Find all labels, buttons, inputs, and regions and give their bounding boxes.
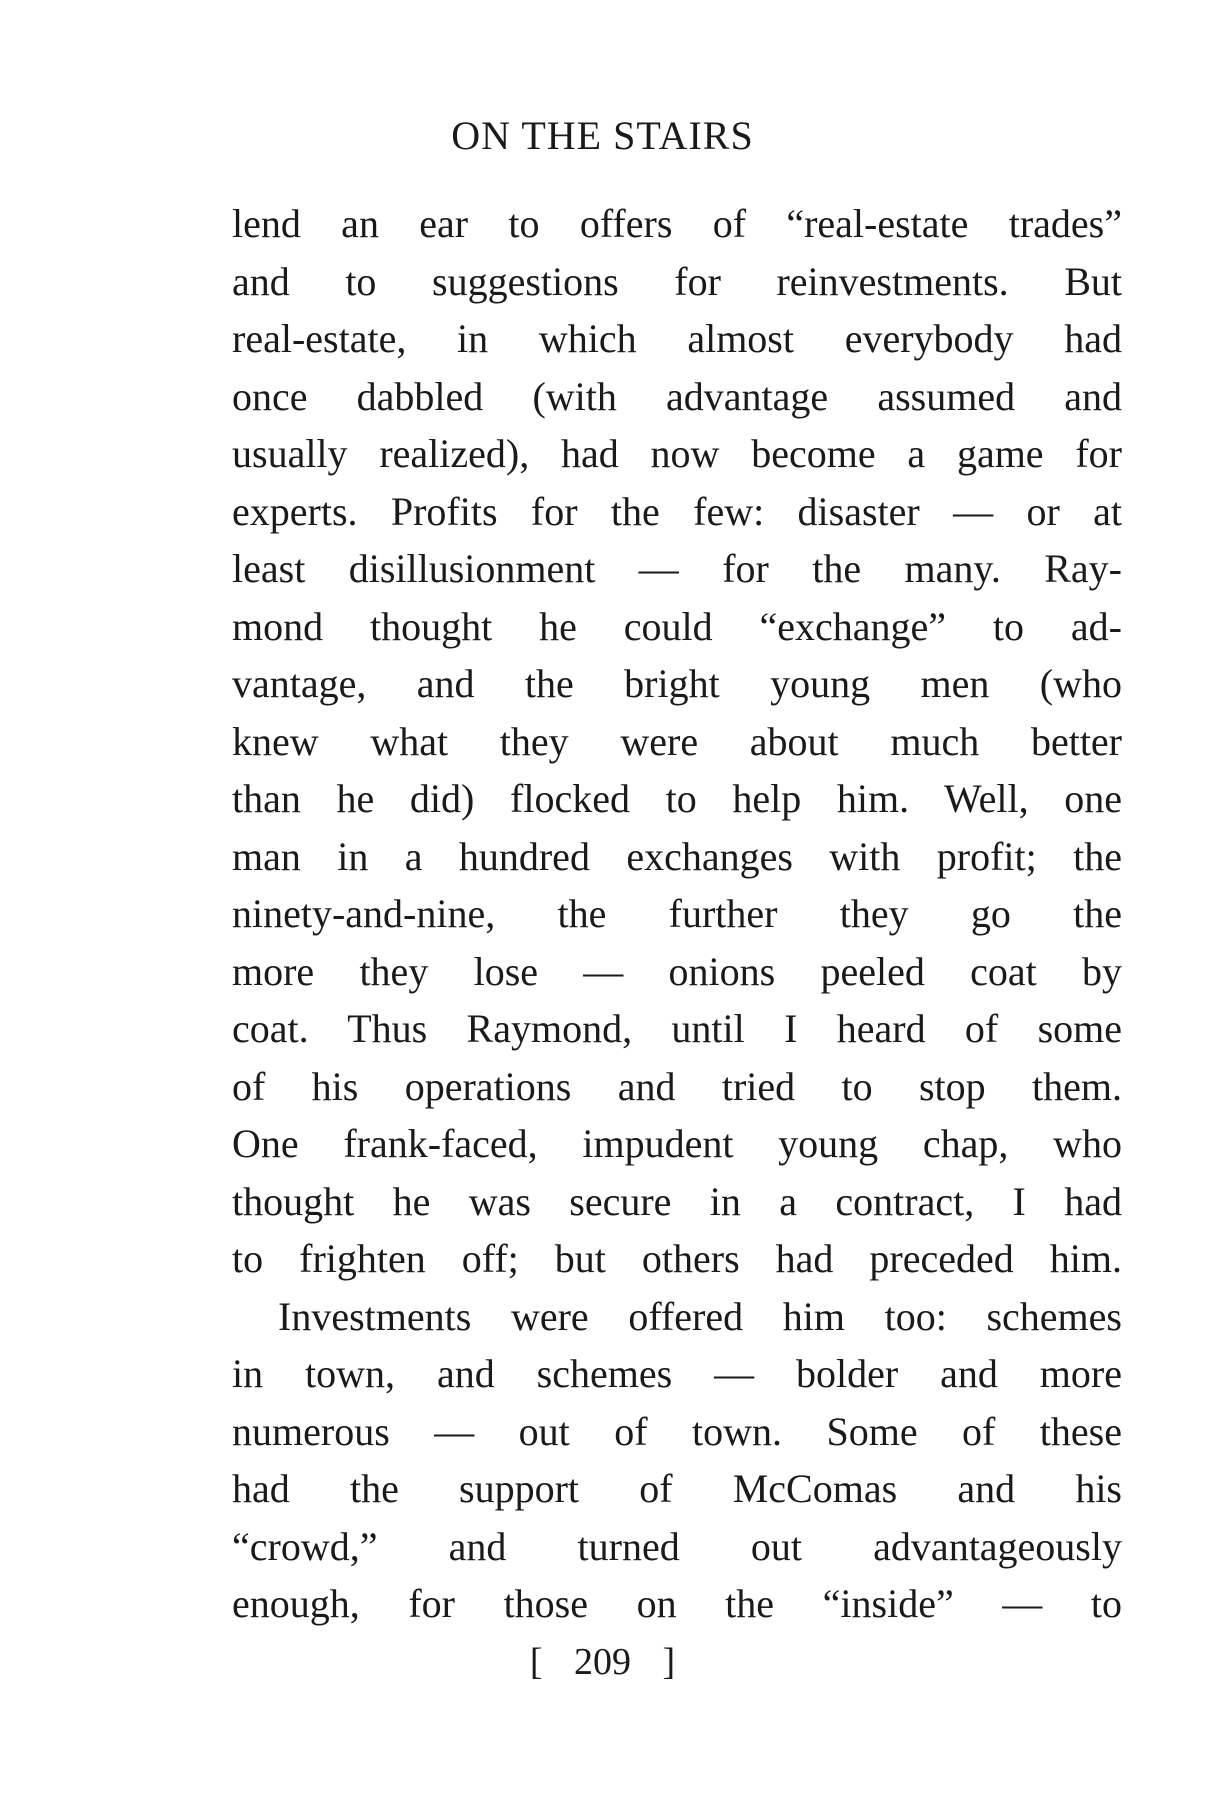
text-line: mond thought he could “exchange” to ad-: [232, 603, 1122, 649]
text-line: to frighten off; but others had preceded him.: [232, 1236, 1122, 1281]
text-line: had the support of McComas and his: [232, 1466, 1122, 1511]
text-line: lend an ear to offers of “real-estate trades”: [232, 201, 1122, 246]
text-line: once dabbled (with advantage assumed and: [232, 373, 1122, 419]
text-line: of his operations and tried to stop them.: [232, 1063, 1122, 1109]
text-line: ninety-and-nine, the further they go the: [232, 891, 1122, 936]
text-line: real-estate, in which almost everybody had: [232, 316, 1122, 361]
text-line: vantage, and the bright young men (who: [232, 661, 1122, 706]
text-line: thought he was secure in a contract, I had: [232, 1178, 1122, 1224]
text-line: numerous — out of town. Some of these: [232, 1408, 1122, 1454]
folio-right-bracket: ]: [662, 1641, 676, 1683]
text-line: experts. Profits for the few: disaster — or at: [232, 488, 1122, 534]
text-line: coat. Thus Raymond, until I heard of some: [232, 1006, 1122, 1051]
text-line: usually realized), had now become a game for: [232, 431, 1122, 476]
text-line: One frank-faced, impudent young chap, who: [232, 1121, 1122, 1166]
text-line: knew what they were about much better: [232, 718, 1122, 764]
text-line: and to suggestions for reinvestments. But: [232, 258, 1122, 304]
text-line: in town, and schemes — bolder and more: [232, 1351, 1122, 1396]
body-text: [232, 195, 1122, 1633]
running-head: ON THE STAIRS: [451, 113, 754, 158]
text-line: man in a hundred exchanges with profit; the: [232, 833, 1122, 879]
text-line: than he did) flocked to help him. Well, one: [232, 776, 1122, 821]
text-line: Investments were offered him too: schemes: [278, 1293, 1122, 1339]
text-line: more they lose — onions peeled coat by: [232, 948, 1122, 994]
folio-left-bracket: [: [529, 1641, 543, 1683]
page-folio: [0, 1640, 1205, 1684]
text-line: “crowd,” and turned out advantageously: [232, 1523, 1122, 1569]
page-number: 209: [574, 1641, 631, 1683]
text-line: enough, for those on the “inside” — to: [232, 1581, 1122, 1626]
text-line: least disillusionment — for the many. Ray-: [232, 546, 1122, 591]
